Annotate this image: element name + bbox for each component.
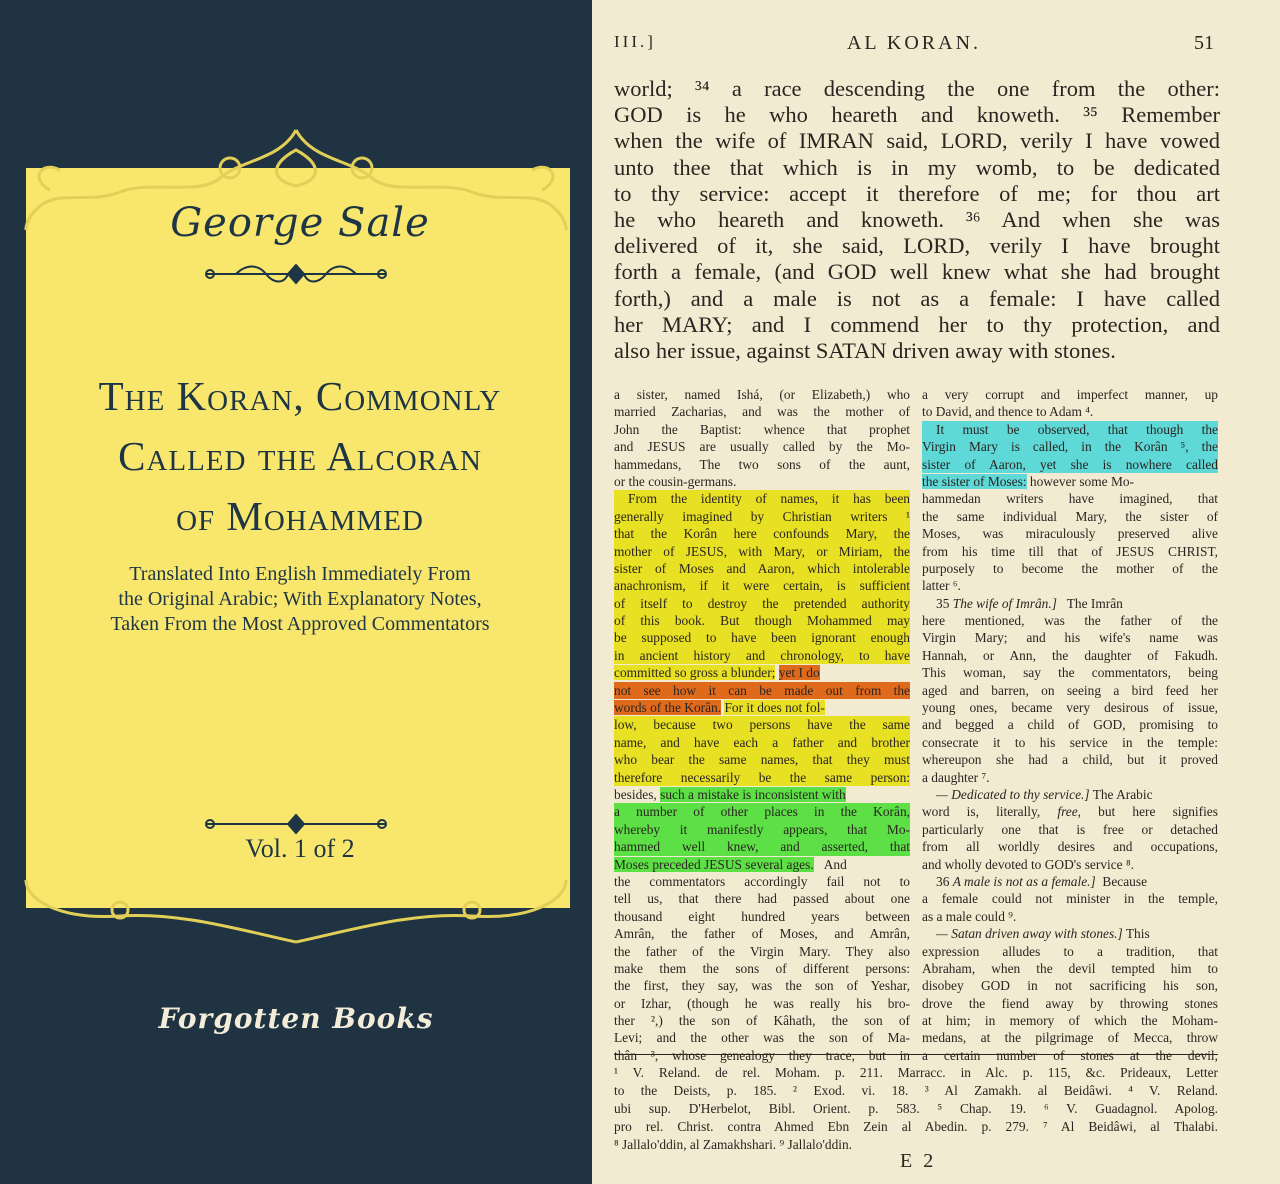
footnote-line: pro rel. Christ. contra Ahmed Ebn Zein al Abedin. p. 279. ⁷ Al Beidâwi, al Thalabi. xyxy=(614,1119,1218,1134)
note-line: whereupon she had a child, but it proved xyxy=(922,752,1218,768)
note-heading xyxy=(922,786,1218,803)
highlighted-line-green: hammed well knew, and asserted, that xyxy=(614,839,910,855)
note-title: A male is not as a female.] xyxy=(952,873,1096,889)
note-line: Moses, was miraculously preserved alive xyxy=(922,526,1218,542)
note-text: Because xyxy=(1102,873,1148,889)
note-line: or the cousin-germans. xyxy=(614,473,737,489)
highlight-green: Moses preceded JESUS several ages. xyxy=(614,856,814,872)
verse-line: he who heareth and knoweth. ³⁶ And when she was xyxy=(614,207,1220,233)
note-line: latter ⁶. xyxy=(922,578,961,594)
verse-line: GOD is he who heareth and knoweth. ³⁵ Remember xyxy=(614,102,1220,128)
highlighted-line-yellow: therefore necessarily be the same person: xyxy=(614,769,910,785)
note-line: and JESUS are usually called by the Mo- xyxy=(614,439,910,455)
footnote-line: ¹ V. Reland. de rel. Moham. p. 211. Marracc. in Alc. p. 115, &c. Prideaux, Letter xyxy=(614,1065,1218,1080)
note-line: disobey GOD in not sacrificing his son, xyxy=(922,978,1218,994)
note-line: a certain number of stones at the devil, xyxy=(922,1047,1218,1063)
note-line: to David, and thence to Adam ⁴. xyxy=(922,404,1094,420)
highlighted-line-cyan: Virgin Mary is called, in the Korân ⁵, the xyxy=(922,439,1218,455)
running-title: AL KORAN. xyxy=(846,32,982,54)
verse-line: when the wife of IMRAN said, LORD, verily I have vowed xyxy=(614,128,1220,154)
note-line: John the Baptist: whence that prophet xyxy=(614,421,910,437)
running-header xyxy=(614,32,1214,58)
note-heading xyxy=(922,925,1218,942)
note-line: here mentioned, was the father of the xyxy=(922,613,1218,629)
note-line: thân ³, whose genealogy they trace, but in xyxy=(614,1047,910,1063)
highlight-yellow: For it does not fol- xyxy=(724,700,825,716)
highlighted-line-yellow: name, and have each a father and brother xyxy=(614,734,910,750)
note-line-mixed xyxy=(922,473,1218,490)
verse-line: unto thee that which is in my womb, to be dedicated xyxy=(614,154,1220,180)
highlight-green: such a mistake is inconsistent with xyxy=(660,786,846,802)
note-line-mixed xyxy=(614,664,910,681)
note-line: and wholly devoted to GOD's service ⁸. xyxy=(922,856,1134,872)
note-line: married Zacharias, and was the mother of xyxy=(614,404,910,420)
highlighted-line-cyan: sister of Aaron, yet she is nowhere called xyxy=(922,456,1218,472)
verse-text xyxy=(614,76,1220,364)
note-number: 36 xyxy=(936,873,950,889)
highlighted-line-yellow: low, because two persons have the same xyxy=(614,717,910,733)
bottom-ornament-icon xyxy=(0,880,592,950)
note-line: tell us, that there had passed about one xyxy=(614,891,910,907)
note-line: a female could not minister in the temple, xyxy=(922,891,1218,907)
note-line: hammedans, The two sons of the aunt, xyxy=(614,456,910,472)
cover-title-line: The Koran, Commonly xyxy=(98,373,502,419)
highlighted-line-yellow: generally imagined by Christian writers ¹ xyxy=(614,508,910,524)
note-line: from his time till that of JESUS CHRIST, xyxy=(922,543,1218,559)
note-line: make them the sons of different persons: xyxy=(614,960,910,976)
verse-line: her MARY; and I commend her to thy protection, and xyxy=(614,311,1220,337)
note-line: the father of the Virgin Mary. They also xyxy=(614,943,910,959)
highlighted-line-yellow: of this book. But though Mohammed may xyxy=(614,613,910,629)
note-line: a sister, named Ishá, (or Elizabeth,) who xyxy=(614,387,910,402)
cover-title xyxy=(30,366,570,546)
cover-title-line: of Mohammed xyxy=(176,493,424,539)
footnote-line: ubi sup. D'Herbelot, Bibl. Orient. p. 583. ⁵ Chap. 19. ⁶ V. Guadagnol. Apolog. xyxy=(614,1101,1218,1116)
highlighted-line-yellow: in ancient history and chronology, to have xyxy=(614,647,910,663)
note-line: a daughter ⁷. xyxy=(922,769,990,785)
note-text: besides, xyxy=(614,786,657,802)
verse-line: to thy service: accept it therefore of me; for thou art xyxy=(614,180,1220,206)
note-text: however some Mo- xyxy=(1029,473,1134,489)
note-line: drove the fiend away by throwing stones xyxy=(922,995,1218,1011)
note-text: word is, literally, xyxy=(922,804,1041,820)
note-line: ther ²,) the son of Kâhath, the son of xyxy=(614,1013,910,1029)
note-line: as a male could ⁹. xyxy=(922,908,1017,924)
verse-line: also her issue, against SATAN driven away with stones. xyxy=(614,338,1116,364)
cover-subtitle-line: Translated Into English Immediately From xyxy=(129,563,471,585)
note-line: Amrân, the father of Moses, and Amrân, xyxy=(614,926,910,942)
note-line-mixed xyxy=(614,786,910,803)
note-text: And xyxy=(823,856,847,872)
note-line: the first, they say, was the son of Yeshar, xyxy=(614,978,910,994)
note-text: The Arabic xyxy=(1092,786,1153,802)
notes-column-left xyxy=(614,386,910,1064)
note-line-mixed xyxy=(922,803,1218,820)
highlight-yellow: committed so gross a blunder; xyxy=(614,665,776,681)
note-line: a very corrupt and imperfect manner, up xyxy=(922,387,1218,402)
highlighted-line-green: a number of other places in the Korân, xyxy=(614,804,910,820)
note-line: from all worldly desires and occupations, xyxy=(922,839,1218,855)
cover-subtitle xyxy=(30,562,570,637)
note-line: Virgin Mary; and his wife's name was xyxy=(922,630,1218,646)
cover-subtitle-line: Taken From the Most Approved Commentators xyxy=(110,613,490,635)
note-line: expression alludes to a tradition, that xyxy=(922,943,1218,959)
footnotes xyxy=(614,1064,1218,1154)
note-title: The wife of Imrân.] xyxy=(952,595,1057,611)
note-line: particularly one that is free or detached xyxy=(922,821,1218,837)
note-line: thousand eight hundred years between xyxy=(614,908,910,924)
verse-line: world; ³⁴ a race descending the one from the other: xyxy=(614,76,1220,101)
footnote-rule xyxy=(614,1054,1218,1055)
note-line: aged and barren, on seeing a bird feed her xyxy=(922,682,1218,698)
note-line-mixed xyxy=(614,856,910,873)
note-text: The Imrân xyxy=(1066,595,1123,611)
note-line: or Izhar, (though he was really his bro- xyxy=(614,995,910,1011)
highlighted-line-green: whereby it manifestly appears, that Mo- xyxy=(614,821,910,837)
highlighted-line-cyan: It must be observed, that though the xyxy=(922,421,1218,438)
book-page xyxy=(592,0,1280,1184)
footnote-line: ⁸ Jallalo'ddin, al Zamakhshari. ⁹ Jallalo'ddin. xyxy=(614,1137,853,1152)
note-line: consecrate it to his service in the temple: xyxy=(922,734,1218,750)
cover-author: George Sale xyxy=(170,200,430,246)
verse-line: forth a female, (and GOD well knew what she had brought xyxy=(614,259,1220,285)
note-number: 35 xyxy=(936,595,950,611)
note-text: This xyxy=(1125,926,1150,942)
note-line: Hannah, or Ann, the daughter of Fakudh. xyxy=(922,647,1218,663)
note-line: This woman, say the commentators, being xyxy=(922,665,1218,681)
highlight-cyan: the sister of Moses: xyxy=(922,473,1027,489)
publisher-logo: Forgotten Books xyxy=(158,1002,434,1035)
note-title: — Dedicated to thy service.] xyxy=(936,786,1090,802)
cover-title-line: Called the Alcoran xyxy=(118,433,482,479)
footnote-line: to the Deists, p. 185. ² Exod. vi. 18. ³ Al Zamakh. al Beidâwi. ⁴ V. Reland. xyxy=(614,1083,1218,1098)
highlighted-line-yellow: anachronism, if it were certain, is sufficient xyxy=(614,578,910,594)
highlighted-line-yellow: mother of JESUS, with Mary, or Miriam, the xyxy=(614,543,910,559)
verse-line: forth,) and a male is not as a female: I have called xyxy=(614,285,1220,311)
highlight-orange: words of the Korân. xyxy=(614,700,722,716)
page-number: 51 xyxy=(1194,32,1214,54)
note-line: Levi; and the other was the son of Ma- xyxy=(614,1030,910,1046)
note-line: young ones, became very desirous of issue, xyxy=(922,700,1218,716)
note-line: at him; in memory of which the Moham- xyxy=(922,1013,1218,1029)
highlighted-line-yellow: From the identity of names, it has been xyxy=(614,490,910,507)
note-emphasis: free, xyxy=(1057,804,1082,820)
note-line: the commentators accordingly fail not to xyxy=(614,873,910,889)
highlight-orange: yet I do xyxy=(778,665,820,681)
note-text: but here signifies xyxy=(1098,804,1218,820)
highlighted-line-orange: not see how it can be made out from the xyxy=(614,682,910,698)
note-line: and begged a child of GOD, promising to xyxy=(922,717,1218,733)
chapter-marker: III.] xyxy=(614,32,656,51)
cover-volume: Vol. 1 of 2 xyxy=(245,834,355,863)
note-line-mixed xyxy=(614,699,910,716)
verse-line: delivered of it, she said, LORD, verily I have brought xyxy=(614,233,1220,259)
note-line: purposely to become the mother of the xyxy=(922,560,1218,576)
divider-ornament-icon xyxy=(196,262,396,286)
note-heading xyxy=(922,873,1218,890)
note-line: medans, at the pilgrimage of Mecca, throw xyxy=(922,1030,1218,1046)
note-line: hammedan writers have imagined, that xyxy=(922,491,1218,507)
note-line: Abraham, when the devil tempted him to xyxy=(922,960,1218,976)
highlighted-line-yellow: of itself to destroy the pretended authority xyxy=(614,595,910,611)
highlighted-line-yellow: that the Korân here confounds Mary, the xyxy=(614,526,910,542)
book-cover xyxy=(0,0,592,1184)
cover-subtitle-line: the Original Arabic; With Explanatory Notes, xyxy=(118,588,482,610)
note-title: — Satan driven away with stones.] xyxy=(936,926,1123,942)
note-line: the same individual Mary, the sister of xyxy=(922,508,1218,524)
highlighted-line-yellow: sister of Moses and Aaron, which intolerable xyxy=(614,560,910,576)
highlighted-line-yellow: who bear the same names, that they must xyxy=(614,752,910,768)
highlighted-line-yellow: be supposed to have been ignorant enough xyxy=(614,630,910,646)
note-heading xyxy=(922,595,1218,612)
signature-mark: E 2 xyxy=(900,1150,937,1172)
volume-ornament-icon xyxy=(196,812,396,836)
notes-column-right xyxy=(922,386,1218,1064)
